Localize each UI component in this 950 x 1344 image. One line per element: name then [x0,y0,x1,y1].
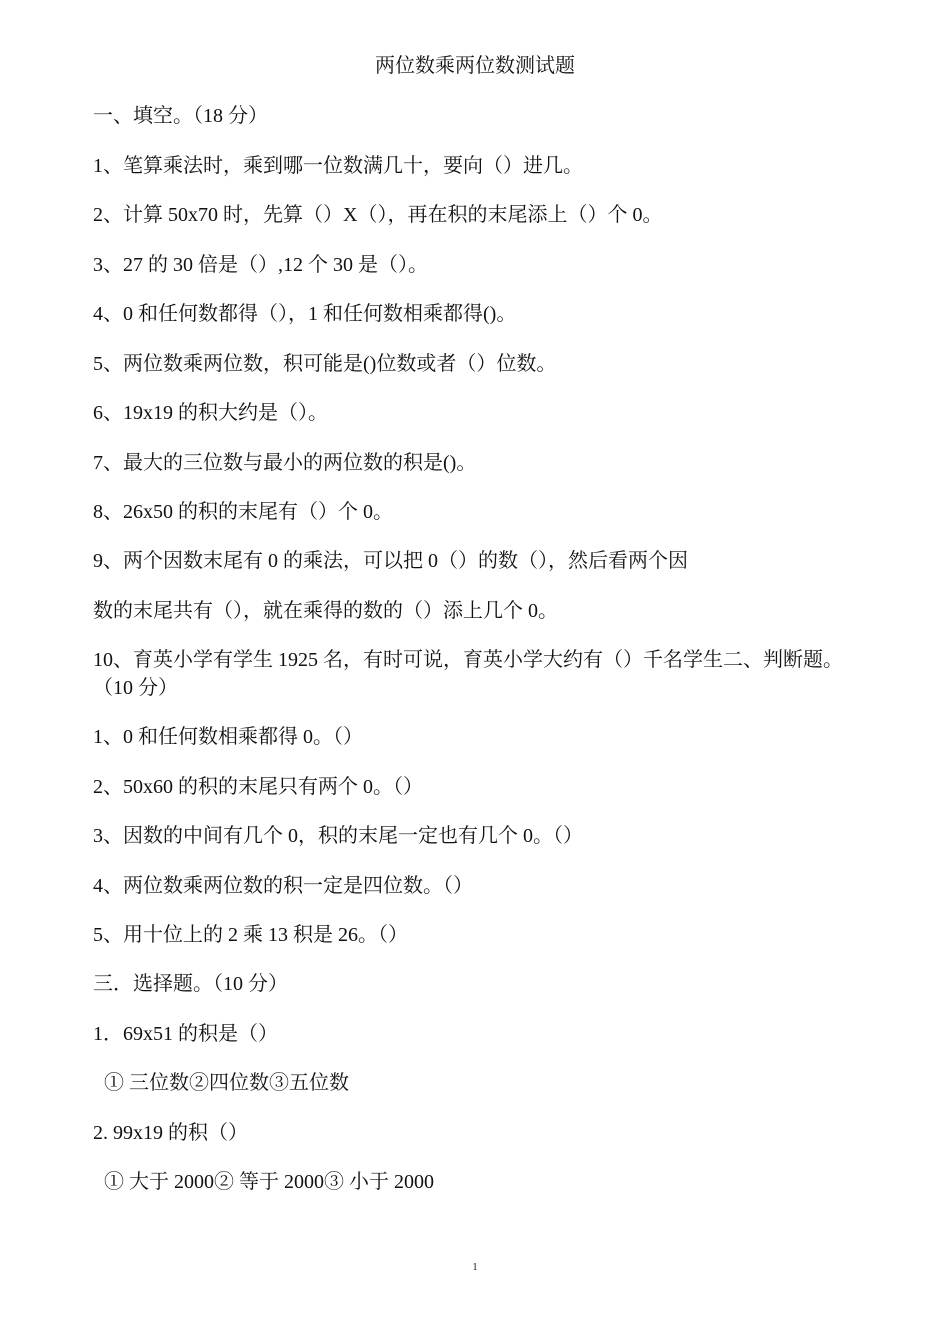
choice-question-2-options: ① 大于 2000② 等于 2000③ 小于 2000 [104,1171,434,1193]
question-1-3: 3、27 的 30 倍是（）,12 个 30 是（）。 [93,254,428,276]
judgment-3: 3、因数的中间有几个 0，积的末尾一定也有几个 0。（） [93,825,583,847]
page-number: 1 [472,1262,478,1273]
question-1-5: 5、两位数乘两位数，积可能是()位数或者（）位数。 [93,353,557,375]
question-1-2: 2、计算 50x70 时，先算（）X（），再在积的末尾添上（）个 0。 [93,204,663,226]
page-title: 两位数乘两位数测试题 [375,55,575,77]
judgment-2: 2、50x60 的积的末尾只有两个 0。（） [93,776,423,798]
question-1-6: 6、19x19 的积大约是（）。 [93,402,328,424]
judgment-4: 4、两位数乘两位数的积一定是四位数。（） [93,875,473,897]
question-1-4: 4、0 和任何数都得（），1 和任何数相乘都得()。 [93,303,517,325]
choice-question-2: 2. 99x19 的积（） [93,1122,248,1144]
question-1-9: 9、两个因数末尾有 0 的乘法，可以把 0（）的数（），然后看两个因 [93,550,688,572]
question-1-9-continued: 数的末尾共有（），就在乘得的数的（）添上几个 0。 [93,600,558,622]
section-heading-multiple-choice: 三．选择题。（10 分） [93,973,288,995]
question-1-1: 1、笔算乘法时，乘到哪一位数满几十，要向（）进几。 [93,155,583,177]
judgment-5: 5、用十位上的 2 乘 13 积是 26。（） [93,924,408,946]
section-heading-fill-blank: 一、填空。（18 分） [93,105,268,127]
question-1-10: 10、育英小学有学生 1925 名，有时可说，育英小学大约有（）千名学生二、判断题。（10 分） [93,649,843,699]
choice-question-1: 1．69x51 的积是（） [93,1023,278,1045]
question-1-7: 7、最大的三位数与最小的两位数的积是()。 [93,452,477,474]
judgment-1: 1、0 和任何数相乘都得 0。（） [93,726,363,748]
choice-question-1-options: ① 三位数②四位数③五位数 [104,1072,349,1094]
question-1-8: 8、26x50 的积的末尾有（）个 0。 [93,501,393,523]
